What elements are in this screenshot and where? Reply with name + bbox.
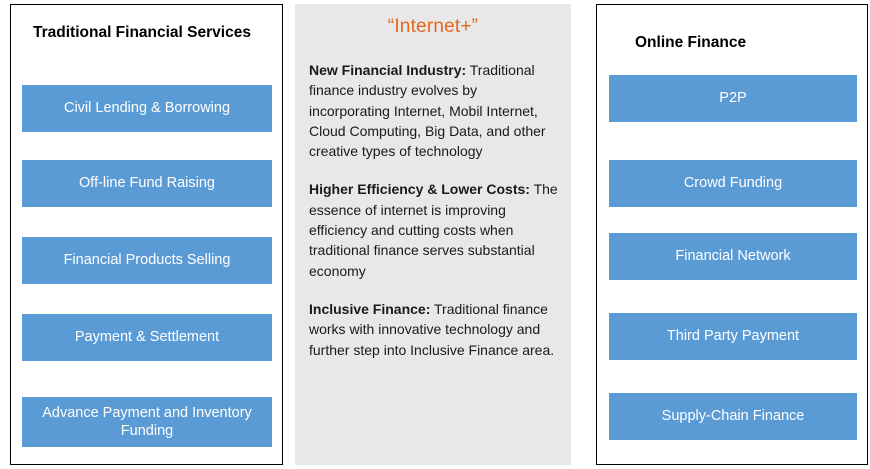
paragraph-heading: Higher Efficiency & Lower Costs: [309,181,530,198]
middle-body-text [309,60,561,360]
paragraph-body: The essence of internet is improving efficiency and cutting costs when traditional finance serves substantial economy [309,181,558,279]
list-item-label: Financial Network [675,248,791,265]
list-item-advance-payment-inventory-funding[interactable] [22,397,272,447]
list-item-payment-settlement[interactable] [22,314,272,361]
left-box-list [11,5,282,464]
list-item-label: Payment & Settlement [74,329,220,346]
list-item-third-party-payment[interactable] [609,313,857,360]
page-title-middle: “Internet+” [387,16,479,37]
list-item-crowd-funding[interactable] [609,160,857,207]
list-item-offline-fund-raising[interactable] [22,160,272,207]
list-item-civil-lending[interactable] [22,85,272,132]
paragraph-heading: New Financial Industry: [309,62,467,78]
list-item-financial-network[interactable] [609,233,857,280]
list-item-label: Off-line Fund Raising [79,175,215,192]
paragraph-new-financial-industry [309,60,561,161]
paragraph-body: Traditional finance works with innovative technology and further step into Inclusive Finance area. [309,300,555,358]
list-item-label: P2P [719,90,747,107]
list-item-label: Civil Lending & Borrowing [63,100,231,117]
paragraph-body: Traditional finance industry evolves by incorporating Internet, Mobil Internet, Cloud Computing, Big Data, and other creative types of technology [309,62,546,160]
panel-internet-plus [295,4,571,465]
right-box-list [597,5,867,464]
paragraph-heading: Inclusive Finance: [309,300,431,317]
paragraph-higher-efficiency-lower-costs [309,179,561,280]
list-item-p2p[interactable] [609,75,857,122]
list-item-label: Supply-Chain Finance [661,408,805,425]
list-item-label: Financial Products Selling [63,252,231,269]
panel-online-finance [596,4,868,465]
list-item-label: Third Party Payment [666,328,800,345]
page-title-left: Traditional Financial Services [33,24,251,41]
list-item-label: Crowd Funding [683,175,783,192]
paragraph-inclusive-finance [309,299,561,360]
list-item-supply-chain-finance[interactable] [609,393,857,440]
list-item-financial-products-selling[interactable] [22,237,272,284]
page-title-right: Online Finance [635,34,747,51]
panel-traditional-financial-services [10,4,283,465]
list-item-label: Advance Payment and Inventory Funding [42,404,252,439]
